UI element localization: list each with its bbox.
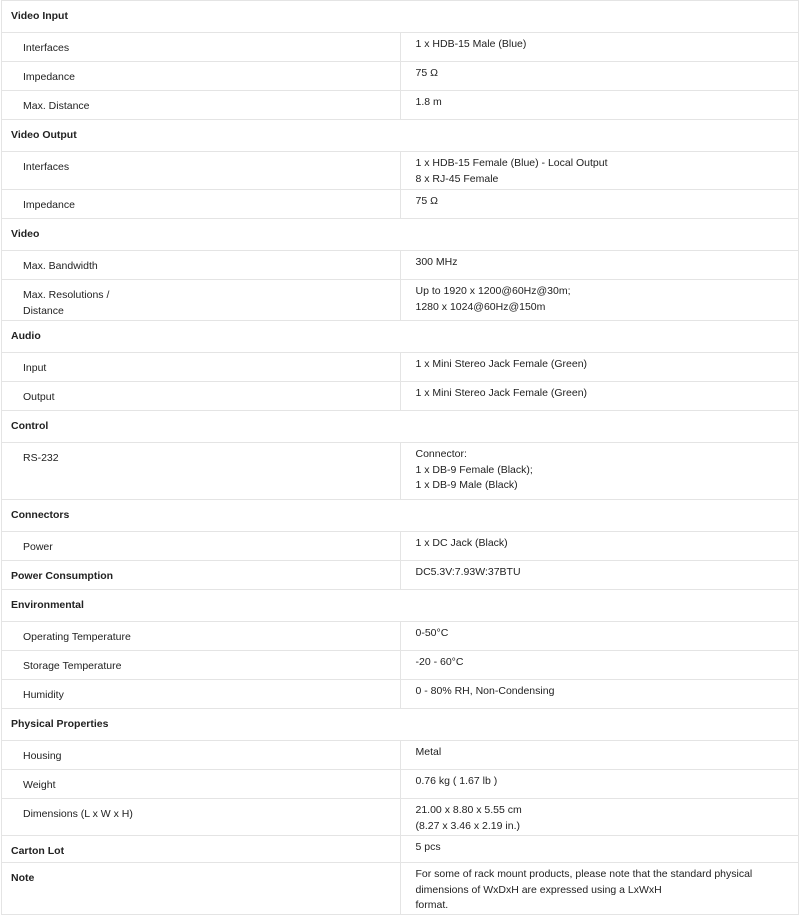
- spec-label: Storage Temperature: [2, 651, 401, 680]
- spec-label: [2, 280, 401, 321]
- spec-label: Power Consumption: [2, 561, 401, 590]
- spec-value-line: format.: [415, 899, 449, 911]
- spec-row-storage-temperature: [2, 651, 799, 680]
- spec-label: Max. Bandwidth: [2, 251, 401, 280]
- spec-row-connectors-power: [2, 532, 799, 561]
- spec-row-housing: [2, 741, 799, 770]
- spec-value: 0.76 kg ( 1.67 lb ): [400, 770, 799, 799]
- spec-value-line: (8.27 x 3.46 x 2.19 in.): [415, 819, 520, 832]
- spec-row-video-output-interfaces: [2, 152, 799, 190]
- spec-row-video-output-impedance: [2, 190, 799, 219]
- spec-value: -20 - 60°C: [400, 651, 799, 680]
- spec-row-audio-input: [2, 353, 799, 382]
- spec-value-line: For some of rack mount products, please note that the standard physical dimensions of WxDxH are expressed using a LxWxH: [415, 868, 753, 896]
- spec-label: Interfaces: [2, 152, 401, 190]
- spec-label: Note: [2, 863, 401, 915]
- spec-label-line: Distance: [23, 304, 64, 317]
- spec-row-video-input-interfaces: [2, 33, 799, 62]
- spec-label: Power: [2, 532, 401, 561]
- spec-row-video-input-max-distance: [2, 91, 799, 120]
- spec-value-line: Connector:: [415, 448, 467, 460]
- spec-value: 1.8 m: [400, 91, 799, 120]
- spec-label: RS-232: [2, 443, 401, 500]
- section-title: Audio: [2, 321, 799, 353]
- spec-label-line: Max. Resolutions /: [23, 289, 110, 301]
- section-title: Control: [2, 411, 799, 443]
- spec-value-line: 21.00 x 8.80 x 5.55 cm: [415, 804, 522, 816]
- spec-value-line: 1 x HDB-15 Female (Blue) - Local Output: [415, 157, 608, 169]
- spec-label: Output: [2, 382, 401, 411]
- spec-label: Housing: [2, 741, 401, 770]
- spec-value: [400, 280, 799, 321]
- section-title: Video Output: [2, 120, 799, 152]
- spec-row-note: [2, 863, 799, 915]
- spec-label: Interfaces: [2, 33, 401, 62]
- spec-label: Operating Temperature: [2, 622, 401, 651]
- spec-value: [400, 152, 799, 190]
- spec-row-weight: [2, 770, 799, 799]
- spec-row-video-input-impedance: [2, 62, 799, 91]
- spec-row-dimensions: [2, 799, 799, 836]
- spec-value-line: 1 x DB-9 Female (Black);: [415, 463, 533, 476]
- section-audio: [2, 321, 799, 353]
- spec-label: Input: [2, 353, 401, 382]
- spec-value-line: 1280 x 1024@60Hz@150m: [415, 300, 546, 313]
- section-environmental: [2, 590, 799, 622]
- spec-row-control-rs232: [2, 443, 799, 500]
- spec-value: 1 x Mini Stereo Jack Female (Green): [400, 382, 799, 411]
- section-title: Video: [2, 219, 799, 251]
- section-title: Physical Properties: [2, 709, 799, 741]
- spec-value: 0 - 80% RH, Non-Condensing: [400, 680, 799, 709]
- spec-value: 0-50°C: [400, 622, 799, 651]
- spec-label: Carton Lot: [2, 836, 401, 863]
- section-video: [2, 219, 799, 251]
- spec-label: Max. Distance: [2, 91, 401, 120]
- spec-value: Metal: [400, 741, 799, 770]
- spec-label: Dimensions (L x W x H): [2, 799, 401, 836]
- spec-value: [400, 863, 799, 915]
- section-connectors: [2, 500, 799, 532]
- spec-value: 1 x DC Jack (Black): [400, 532, 799, 561]
- spec-value: DC5.3V:7.93W:37BTU: [400, 561, 799, 590]
- spec-value-line: 8 x RJ-45 Female: [415, 172, 499, 185]
- spec-value-line: 1 x DB-9 Male (Black): [415, 479, 518, 491]
- spec-value: 75 Ω: [400, 62, 799, 91]
- section-physical-properties: [2, 709, 799, 741]
- spec-value: 75 Ω: [400, 190, 799, 219]
- spec-value: 1 x Mini Stereo Jack Female (Green): [400, 353, 799, 382]
- spec-label: Humidity: [2, 680, 401, 709]
- specifications-table: [1, 0, 799, 915]
- spec-row-humidity: [2, 680, 799, 709]
- spec-row-audio-output: [2, 382, 799, 411]
- section-video-input: [2, 1, 799, 33]
- spec-value: 300 MHz: [400, 251, 799, 280]
- spec-value: [400, 443, 799, 500]
- spec-value-line: Up to 1920 x 1200@60Hz@30m;: [415, 285, 571, 297]
- spec-row-operating-temperature: [2, 622, 799, 651]
- spec-value: 1 x HDB-15 Male (Blue): [400, 33, 799, 62]
- spec-row-video-max-resolutions: [2, 280, 799, 321]
- spec-label: Impedance: [2, 62, 401, 91]
- spec-row-power-consumption: [2, 561, 799, 590]
- section-title: Video Input: [2, 1, 799, 33]
- section-title: Environmental: [2, 590, 799, 622]
- spec-value: 5 pcs: [400, 836, 799, 863]
- section-video-output: [2, 120, 799, 152]
- spec-row-carton-lot: [2, 836, 799, 863]
- spec-label: Impedance: [2, 190, 401, 219]
- section-title: Connectors: [2, 500, 799, 532]
- spec-label: Weight: [2, 770, 401, 799]
- spec-value: [400, 799, 799, 836]
- spec-row-video-max-bandwidth: [2, 251, 799, 280]
- section-control: [2, 411, 799, 443]
